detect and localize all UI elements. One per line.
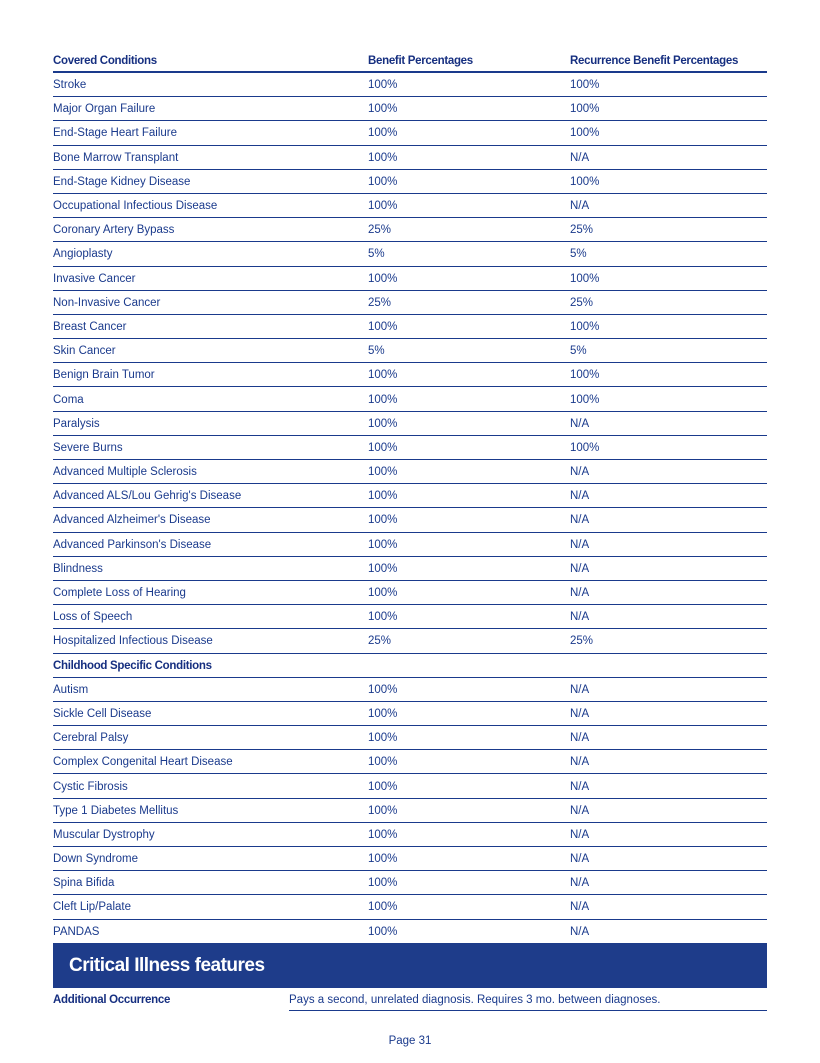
condition-cell: Muscular Dystrophy [53,828,155,841]
recurrence-cell: N/A [570,925,590,938]
condition-cell: PANDAS [53,925,100,938]
condition-cell: Type 1 Diabetes Mellitus [53,804,179,817]
condition-cell: Major Organ Failure [53,103,156,116]
benefit-cell: 100% [368,538,398,551]
table-header-row [53,50,767,73]
table-row [53,243,767,266]
page-number: Page 31 [388,1035,432,1047]
table-row [53,195,767,218]
condition-cell: Complete Loss of Hearing [53,587,186,600]
benefit-cell: 100% [368,828,398,841]
condition-cell: Breast Cancer [53,320,127,333]
benefit-cell: 100% [368,490,398,503]
recurrence-cell: 100% [570,320,600,333]
benefit-cell: 100% [368,272,398,285]
condition-cell: Spina Bifida [53,877,115,890]
benefit-cell: 100% [368,804,398,817]
recurrence-cell: N/A [570,200,590,213]
table-row [53,413,767,436]
condition-cell: Invasive Cancer [53,272,136,285]
condition-cell: Advanced Alzheimer's Disease [53,514,211,527]
feature-description: Pays a second, unrelated diagnosis. Requires 3 mo. between diagnoses. [289,994,767,1011]
benefit-cell: 100% [368,175,398,188]
table-row [53,292,767,315]
feature-label: Additional Occurrence [53,994,171,1006]
recurrence-cell: N/A [570,417,590,430]
recurrence-cell: 100% [570,79,600,92]
condition-cell: Coma [53,393,84,406]
condition-cell: Cystic Fibrosis [53,780,128,793]
benefit-cell: 100% [368,562,398,575]
table-row [53,703,767,726]
condition-cell: Hospitalized Infectious Disease [53,635,213,648]
features-title: Critical Illness features [69,955,265,976]
recurrence-cell: N/A [570,538,590,551]
table-row [53,679,767,702]
recurrence-cell: N/A [570,877,590,890]
table-row [53,388,767,411]
condition-cell: Cleft Lip/Palate [53,901,131,914]
benefit-cell: 100% [368,466,398,479]
recurrence-cell: 25% [570,296,594,309]
table-row [53,630,767,653]
condition-cell: Benign Brain Tumor [53,369,155,382]
recurrence-cell: 25% [570,224,594,237]
recurrence-cell: 100% [570,175,600,188]
condition-cell: End-Stage Kidney Disease [53,175,191,188]
recurrence-cell: N/A [570,707,590,720]
recurrence-cell: N/A [570,587,590,600]
condition-cell: Severe Burns [53,441,123,454]
childhood-section-header [53,655,767,678]
recurrence-cell: N/A [570,683,590,696]
table-row [53,147,767,170]
benefit-cell: 100% [368,127,398,140]
recurrence-cell: 100% [570,393,600,406]
condition-cell: Advanced ALS/Lou Gehrig's Disease [53,490,242,503]
recurrence-cell: N/A [570,828,590,841]
table-row [53,558,767,581]
table-row [53,122,767,145]
benefit-cell: 100% [368,732,398,745]
recurrence-cell: N/A [570,611,590,624]
benefit-cell: 100% [368,369,398,382]
table-row [53,509,767,532]
table-row [53,171,767,194]
benefit-cell: 25% [368,224,392,237]
recurrence-cell: N/A [570,151,590,164]
recurrence-cell: 5% [570,248,587,261]
table-row [53,268,767,291]
table-row [53,74,767,97]
recurrence-cell: N/A [570,804,590,817]
benefit-cell: 100% [368,441,398,454]
benefit-cell: 25% [368,296,392,309]
condition-cell: Down Syndrome [53,853,139,866]
table-row [53,219,767,242]
condition-cell: Occupational Infectious Disease [53,200,218,213]
recurrence-cell: 25% [570,635,594,648]
table-row [53,921,767,943]
header-covered-conditions: Covered Conditions [53,54,157,67]
recurrence-cell: N/A [570,732,590,745]
condition-cell: Stroke [53,79,87,92]
benefit-cell: 100% [368,514,398,527]
benefit-cell: 25% [368,635,392,648]
benefit-cell: 5% [368,248,385,261]
table-row [53,340,767,363]
condition-cell: Advanced Parkinson's Disease [53,538,212,551]
conditions-table [53,50,767,944]
table-row [53,485,767,508]
condition-cell: Sickle Cell Disease [53,707,152,720]
recurrence-cell: N/A [570,466,590,479]
recurrence-cell: 5% [570,345,587,358]
recurrence-cell: N/A [570,562,590,575]
condition-cell: Coronary Artery Bypass [53,224,175,237]
table-row [53,534,767,557]
table-row [53,582,767,605]
condition-cell: Blindness [53,562,103,575]
benefit-cell: 100% [368,707,398,720]
recurrence-cell: 100% [570,103,600,116]
table-row [53,848,767,871]
table-row [53,775,767,798]
childhood-header-label: Childhood Specific Conditions [53,659,212,672]
recurrence-cell: 100% [570,272,600,285]
benefit-cell: 100% [368,151,398,164]
table-row [53,316,767,339]
table-row [53,824,767,847]
benefit-cell: 100% [368,320,398,333]
recurrence-cell: 100% [570,441,600,454]
table-row [53,461,767,484]
condition-cell: End-Stage Heart Failure [53,127,178,140]
table-row [53,727,767,750]
benefit-cell: 100% [368,853,398,866]
features-banner [53,943,767,988]
condition-cell: Non-Invasive Cancer [53,296,161,309]
benefit-cell: 100% [368,901,398,914]
recurrence-cell: N/A [570,780,590,793]
header-benefit-percentages: Benefit Percentages [368,54,473,67]
recurrence-cell: N/A [570,901,590,914]
recurrence-cell: N/A [570,853,590,866]
condition-cell: Cerebral Palsy [53,732,129,745]
benefit-cell: 100% [368,103,398,116]
benefit-cell: 100% [368,925,398,938]
condition-cell: Skin Cancer [53,345,116,358]
table-row [53,606,767,629]
condition-cell: Loss of Speech [53,611,133,624]
table-row [53,872,767,895]
benefit-cell: 100% [368,417,398,430]
condition-cell: Complex Congenital Heart Disease [53,756,233,769]
benefit-cell: 100% [368,683,398,696]
condition-cell: Bone Marrow Transplant [53,151,179,164]
condition-cell: Advanced Multiple Sclerosis [53,466,197,479]
recurrence-cell: N/A [570,756,590,769]
benefit-cell: 100% [368,877,398,890]
benefit-cell: 100% [368,393,398,406]
table-row [53,437,767,460]
benefit-cell: 100% [368,611,398,624]
table-row [53,98,767,121]
benefit-cell: 100% [368,79,398,92]
benefit-cell: 5% [368,345,385,358]
benefit-cell: 100% [368,587,398,600]
benefit-cell: 100% [368,200,398,213]
condition-cell: Paralysis [53,417,100,430]
condition-cell: Angioplasty [53,248,113,261]
recurrence-cell: 100% [570,127,600,140]
condition-cell: Autism [53,683,89,696]
recurrence-cell: 100% [570,369,600,382]
benefit-cell: 100% [368,780,398,793]
table-row [53,896,767,919]
recurrence-cell: N/A [570,514,590,527]
recurrence-cell: N/A [570,490,590,503]
header-recurrence-benefit-percentages: Recurrence Benefit Percentages [570,54,739,67]
table-row [53,364,767,387]
benefit-cell: 100% [368,756,398,769]
table-row [53,751,767,774]
table-row [53,800,767,823]
